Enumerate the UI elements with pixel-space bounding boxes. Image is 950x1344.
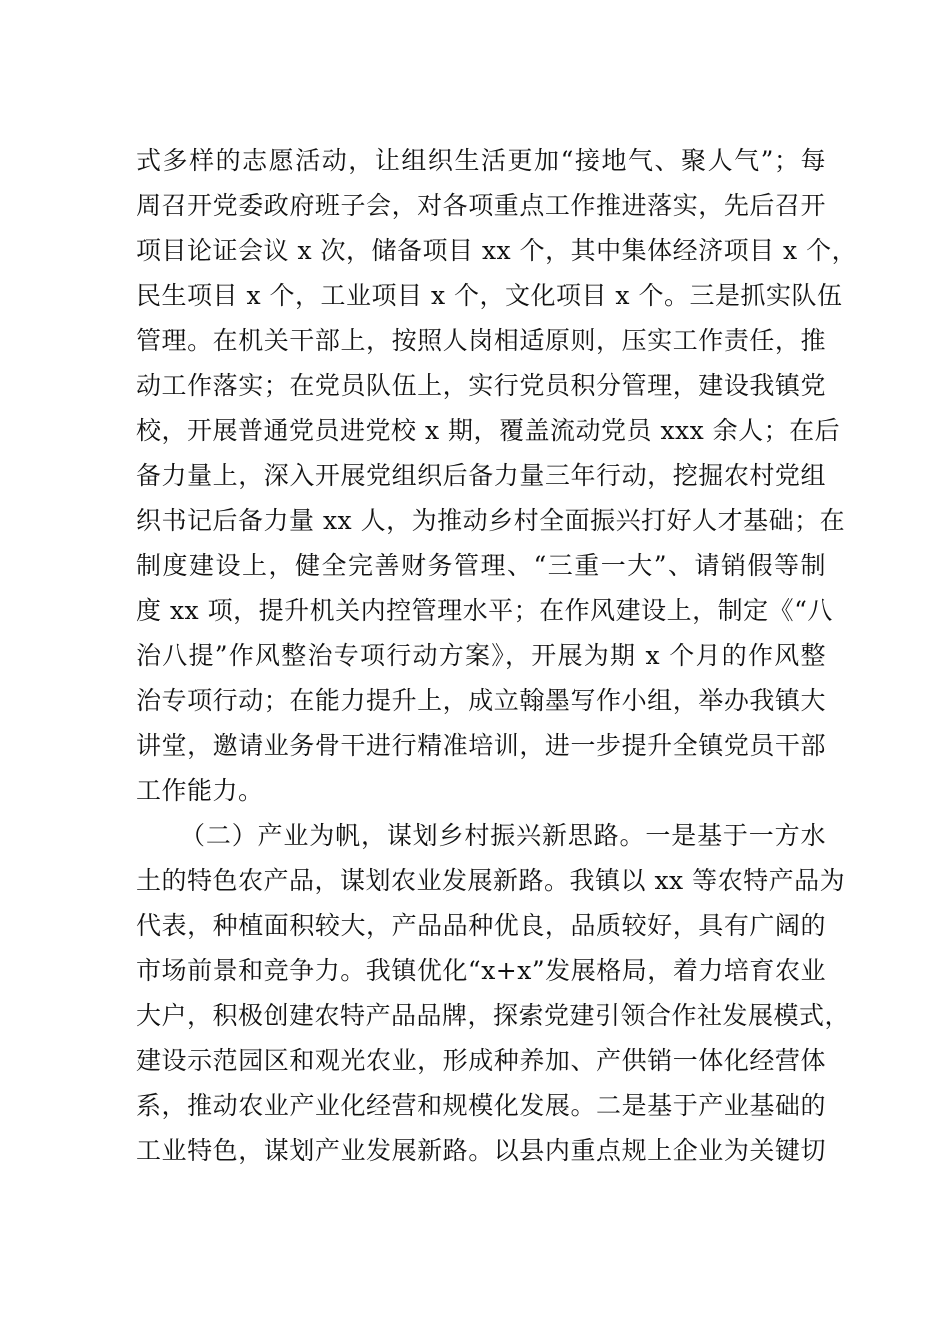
paragraph-line: 讲堂，邀请业务骨干进行精准培训，进一步提升全镇党员干部 (136, 731, 826, 760)
paragraph-line: 度 xx 项，提升机关内控管理水平；在作风建设上，制定《“八 (136, 596, 833, 625)
paragraph-line: 治八提”作风整治专项行动方案》，开展为期 x 个月的作风整 (136, 641, 826, 670)
paragraph-line: 大户，积极创建农特产品品牌，探索党建引领合作社发展模式， (136, 1001, 851, 1030)
paragraph-line: 校，开展普通党员进党校 x 期，覆盖流动党员 xxx 余人；在后 (136, 416, 841, 445)
paragraph-line: 系，推动农业产业化经营和规模化发展。二是基于产业基础的 (136, 1091, 826, 1120)
paragraph-line: 动工作落实；在党员队伍上，实行党员积分管理，建设我镇党 (136, 371, 826, 400)
paragraph-line: 治专项行动；在能力提升上，成立翰墨写作小组，举办我镇大 (136, 686, 826, 715)
paragraph-line: 管理。在机关干部上，按照人岗相适原则，压实工作责任，推 (136, 326, 826, 355)
paragraph-line: 民生项目 x 个，工业项目 x 个，文化项目 x 个。三是抓实队伍 (136, 281, 843, 310)
paragraph-line: 工作能力。 (136, 776, 264, 805)
paragraph-line: 项目论证会议 x 次，储备项目 xx 个，其中集体经济项目 x 个， (136, 236, 858, 265)
paragraph-line: 土的特色农产品，谋划农业发展新路。我镇以 xx 等农特产品为 (136, 866, 846, 895)
paragraph-line: 代表，种植面积较大，产品品种优良，品质较好，具有广阔的 (136, 911, 826, 940)
section-heading-line: （二）产业为帆，谋划乡村振兴新思路。一是基于一方水 (180, 821, 826, 850)
paragraph-line: 式多样的志愿活动，让组织生活更加“接地气、聚人气”；每 (136, 146, 826, 175)
paragraph-line: 工业特色，谋划产业发展新路。以县内重点规上企业为关键切 (136, 1136, 826, 1165)
paragraph-line: 市场前景和竞争力。我镇优化“x+x”发展格局，着力培育农业 (136, 956, 826, 985)
paragraph-line: 制度建设上，健全完善财务管理、“三重一大”、请销假等制 (136, 551, 826, 580)
paragraph-line: 织书记后备力量 xx 人，为推动乡村全面振兴打好人才基础；在 (136, 506, 846, 535)
paragraph-line: 备力量上，深入开展党组织后备力量三年行动，挖掘农村党组 (136, 461, 826, 490)
paragraph-line: 周召开党委政府班子会，对各项重点工作推进落实，先后召开 (136, 191, 826, 220)
paragraph-line: 建设示范园区和观光农业，形成种养加、产供销一体化经营体 (136, 1046, 826, 1075)
